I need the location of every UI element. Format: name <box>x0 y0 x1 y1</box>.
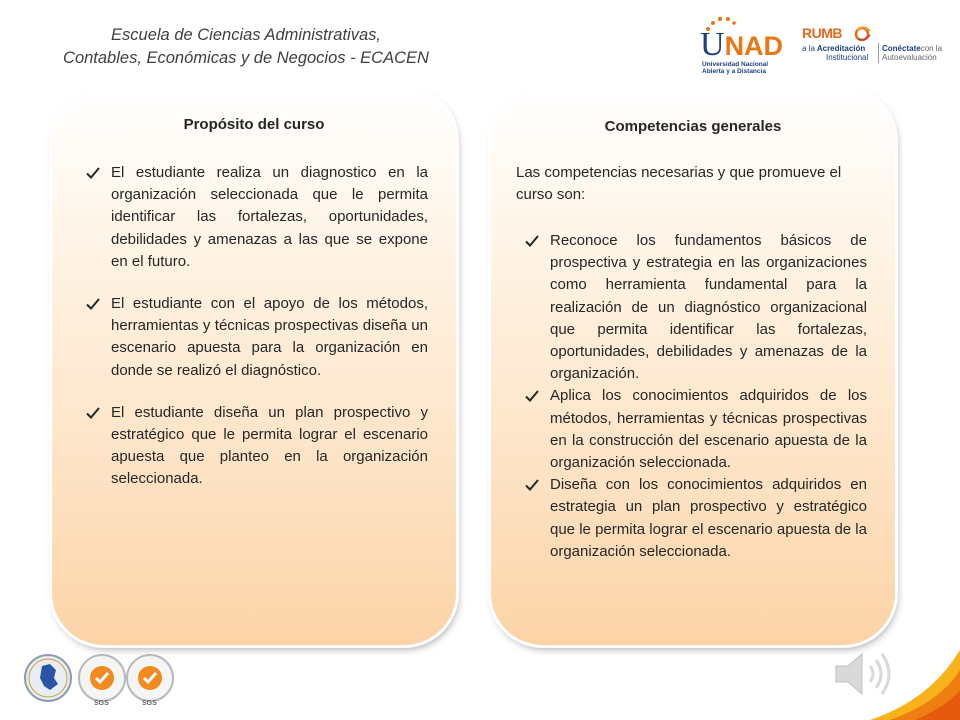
header-title <box>0 24 492 70</box>
competency-bullet-text: Reconoce los fundamentos básicos de prospectiva y estrategia en las organizaciones como herramienta fundamental para la realización de un diagnóstico organizacional que permita identificar las fortalezas, oportunidades, debilidades y amenazas de la organización. <box>550 232 867 383</box>
footer-certification-logos <box>24 654 174 712</box>
competency-bullet-text: Aplica los conocimientos adquiridos de los métodos, herramientas y técnicas prospectivas en la construcción del escenario apuesta de la organización seleccionada. <box>550 387 867 472</box>
conectate-bold: Conéctate <box>882 44 921 53</box>
purpose-bullet-item <box>85 293 428 382</box>
competency-bullet-item <box>524 474 867 563</box>
checkmark-icon <box>525 234 539 248</box>
purpose-card <box>52 89 456 645</box>
sgs-label: SGS <box>94 700 109 707</box>
header-title-line2: Contables, Económicas y de Negocios - ECACEN <box>63 49 429 67</box>
colombia-seal-icon <box>24 654 72 702</box>
rumbo-acreditacion-logo <box>802 25 952 67</box>
rumbo-swirl-icon <box>854 25 872 41</box>
purpose-bullet-item <box>85 402 428 491</box>
unad-nad: NAD <box>724 31 784 61</box>
sgs-seal-icon <box>78 654 126 702</box>
sgs-check-icon <box>80 656 124 700</box>
purpose-bullet-text: El estudiante con el apoyo de los métodos, herramientas y técnicas prospectivas diseña un escenario apuesta para la organización en donde se realizó el diagnóstico. <box>111 295 428 379</box>
unad-u: U <box>700 26 725 63</box>
competency-bullet-text: Diseña con los conocimientos adquiridos en estrategia un plan prospectivo y estratégico que le permita lograr el escenario apuesta de la organización seleccionada. <box>550 476 867 560</box>
competencies-bullet-list <box>524 230 867 563</box>
header-title-line1: Escuela de Ciencias Administrativas, <box>111 26 381 44</box>
purpose-bullet-text: El estudiante realiza un diagnostico en la organización seleccionada que le permita identificar las fortalezas, oportunidades, debilidades y amenazas a las que se expone en el futuro. <box>111 164 428 270</box>
rumbo-line1-bold: Acreditación <box>816 44 866 53</box>
competencies-card-title: Competencias generales <box>604 118 782 135</box>
purpose-card-title: Propósito del curso <box>183 116 325 133</box>
speaker-icon[interactable] <box>832 646 898 702</box>
checkmark-icon <box>525 478 539 492</box>
purpose-bullet-text: El estudiante diseña un plan prospectivo y estratégico que le permita lograr el escenario apuesta que planteo en la organización seleccionada. <box>111 403 428 488</box>
rumbo-wordmark: RUMB <box>802 25 842 41</box>
conectate-light: con la <box>920 44 943 53</box>
checkmark-icon <box>86 166 100 180</box>
unad-wordmark <box>700 28 783 63</box>
sgs-seal-icon <box>126 654 174 702</box>
purpose-bullet-list <box>85 162 428 511</box>
rumbo-line2: Institucional <box>826 53 869 62</box>
competencies-card <box>491 89 895 645</box>
conectate-line2: Autoevaluación <box>882 53 937 62</box>
unad-subtitle-line2: Abierta y a Distancia <box>702 68 766 75</box>
checkmark-icon <box>525 389 539 403</box>
competency-bullet-item <box>524 385 867 474</box>
checkmark-icon <box>86 406 100 420</box>
unad-subtitle <box>702 61 768 75</box>
rumbo-line1-prefix: a la <box>802 44 815 53</box>
competency-bullet-item <box>524 230 867 385</box>
colombia-map-icon <box>26 656 70 700</box>
unad-subtitle-line1: Universidad Nacional <box>702 61 769 68</box>
competencies-intro: Las competencias necesarias y que promueve el curso son: <box>516 164 842 204</box>
sgs-label: SGS <box>142 700 157 707</box>
sgs-check-icon <box>128 656 172 700</box>
unad-logo <box>700 14 784 76</box>
checkmark-icon <box>86 297 100 311</box>
conectate-line1 <box>882 44 942 53</box>
logo-divider <box>878 43 879 63</box>
purpose-bullet-item <box>85 162 428 273</box>
rumbo-line1 <box>802 44 865 53</box>
